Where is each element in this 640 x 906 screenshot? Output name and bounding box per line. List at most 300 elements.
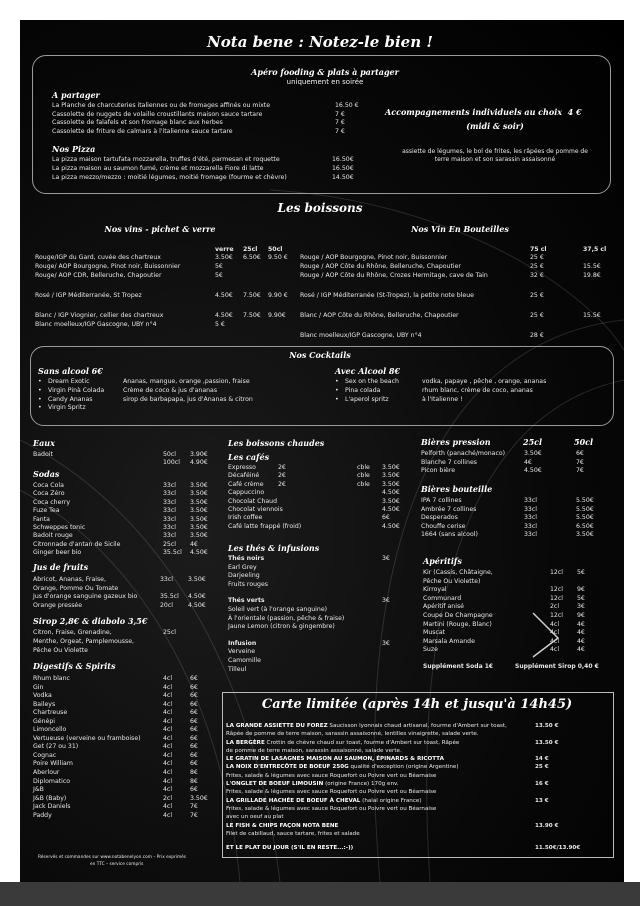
cafe-item-name: Café crème	[228, 480, 264, 488]
digestif-item-name: J&B (Baby)	[33, 794, 67, 802]
carte-item-desc: Crottin de chèvre chaud sur toast, fourme d'Ambert sur toast, Râpée	[264, 739, 460, 746]
carte-item-price: 13 €	[535, 797, 549, 804]
partager-heading: A partager	[52, 90, 100, 100]
soda-item-value: 3.50€	[190, 532, 208, 540]
apero-heading: Apéro fooding & plats à partager	[251, 67, 399, 77]
biere-pression-item-value: 4.50€	[524, 467, 542, 475]
aperitif-item-value: 4cl	[550, 620, 560, 628]
digestif-item-value: 4cl	[163, 751, 173, 759]
bottle-wine-value: 25 €	[530, 312, 544, 319]
digestif-item-value: 6€	[190, 786, 198, 794]
biere-bouteille-item-name: Ambrée 7 collines	[421, 505, 477, 513]
cafe-item-name: Café latte frappé (froid)	[228, 522, 302, 530]
carte-item-desc-line: Râpée de pomme de terre maison, sarassin assaisonné, lentilles vinaigrette, salade verte.	[226, 731, 479, 738]
digestif-item-name: Jack Daniels	[33, 803, 71, 811]
aperitif-item-name: Communard	[423, 594, 462, 602]
aperitif-item-value: 4€	[577, 629, 585, 637]
soda-item-value: 4€	[190, 540, 198, 548]
digestif-item-name: Limoncello	[33, 726, 67, 734]
bottle-wine-value: 19.8€	[583, 272, 601, 279]
sirop-item-name: Pêche Ou Violette	[33, 646, 88, 654]
digestif-item-value: 4cl	[163, 777, 173, 785]
soda-item-name: Ginger beer bio	[33, 549, 82, 557]
jus-item-value: 20cl	[160, 601, 173, 609]
footer-line-2: en TTC – service compris	[90, 862, 144, 867]
aperitif-item-value: 3€	[577, 603, 585, 611]
cafe-item-value: 4.50€	[382, 522, 400, 530]
carte-item-title: ET LE PLAT DU JOUR (S'IL EN RESTE...:-))	[226, 845, 354, 852]
soda-item-value: 3.50€	[190, 507, 208, 515]
biere-pression-item-value: 7€	[576, 458, 584, 466]
biere-pression-item-name: Picon bière	[421, 467, 456, 475]
avec-alcool-heading: Avec Alcool 8€	[335, 366, 401, 376]
carte-item	[226, 723, 576, 740]
digestif-item-value: 8€	[190, 777, 198, 785]
carte-item-desc-line: Filet de cabillaud, sauce tartare, frites et salade	[226, 830, 360, 837]
glass-wine-name: Blanc moelleux/IGP Gascogne, UBY n°4	[35, 321, 157, 328]
aperitif-item-value: 12cl	[550, 586, 563, 594]
digestif-item-value: 4cl	[163, 692, 173, 700]
digestif-item-value: 4cl	[163, 760, 173, 768]
glass-wine-name: Rouge/IGP du Gard, cuvée des chartreux	[35, 254, 161, 261]
bottle-wine-value: 15.5€	[583, 263, 601, 270]
digestif-item-name: Paddy	[33, 811, 52, 819]
biere-bouteille-item-value: 5.50€	[576, 514, 594, 522]
aperitif-item-value: 4cl	[550, 646, 560, 654]
digestif-item-value: 3.50€	[190, 794, 208, 802]
glass-wine-name: Rosé / IGP Méditerranée, St Tropez	[35, 292, 142, 299]
cocktail-avec-name: • Sex on the beach	[345, 378, 399, 385]
soda-item-value: 33cl	[163, 507, 176, 515]
jus-item-name: Jus d'orange sanguine gazeux bio	[33, 593, 138, 601]
carte-item-price: 13.50 €	[535, 739, 559, 746]
bottle-wine-value: 25 €	[530, 292, 544, 299]
the-item-name: Infusion	[228, 639, 257, 647]
digestif-item-value: 4cl	[163, 734, 173, 742]
footer-line-1: Réservés et commandes sur www.notabenelyon.com – Prix exprimés	[38, 855, 187, 860]
aperitif-item-name: Kir (Cassis, Châtaigne,	[423, 569, 493, 576]
soda-item-value: 3.50€	[190, 490, 208, 498]
glass-wine-value: 5€	[215, 272, 223, 279]
biere-pression-item-value: 7€	[576, 467, 584, 475]
cafe-item-value: 2€	[278, 464, 286, 471]
carte-item-desc: (origine France) 170g env.	[323, 781, 399, 788]
carte-item-title: LE FISH & CHIPS FAÇON NOTA BENE	[226, 822, 339, 829]
chaudes-heading: Les boissons chaudes	[228, 438, 325, 448]
supplement-sirop: Supplément Sirop 0,40 €	[515, 663, 599, 670]
cocktail-avec-name: • L'aperol spritz	[345, 396, 389, 403]
digestif-item-name: Aberlour	[33, 769, 60, 777]
eau-item-value: 50cl	[163, 451, 176, 458]
glass-wine-value: 7.50€	[243, 292, 261, 299]
jus-item-value: 4.50€	[188, 593, 206, 601]
accomp-desc-1: assiette de légumes, le bol de frites, les râpées de pomme de	[402, 148, 588, 155]
digestif-item-value: 6€	[190, 700, 198, 708]
the-item-name: Soleil vert (à l'orange sanguine)	[228, 605, 328, 613]
digestif-item-value: 6€	[190, 709, 198, 717]
carte-item-price: 14 €	[535, 756, 549, 763]
supplement-soda: Supplément Soda 1€	[423, 663, 494, 670]
pizza-item-name: La pizza maison au saumon fumé, crème et mozzarella Fiore di latte	[52, 165, 264, 172]
digestif-item-value: 2cl	[163, 794, 173, 802]
soda-item-value: 33cl	[163, 532, 176, 540]
sans-alcool-heading: Sans alcool 6€	[38, 366, 103, 376]
aperitif-item-name: Martini (Rouge, Blanc)	[423, 620, 492, 628]
cafe-item-name: Chocolat Chaud	[228, 497, 278, 505]
cocktail-sans-name: • Candy Ananas	[48, 396, 92, 403]
partager-item-value: 7 €	[335, 127, 345, 135]
bottle-wine-value: 32 €	[530, 272, 544, 279]
aperitif-item-value: 5€	[577, 594, 585, 602]
cafe-item-name: Décaféiné	[228, 472, 260, 480]
glass-wine-value: 9.90€	[268, 312, 286, 319]
soda-item-value: 33cl	[163, 515, 176, 523]
carte-item	[226, 823, 576, 840]
boissons-heading: Les boissons	[277, 201, 363, 215]
biere-bouteille-item-value: 33cl	[524, 514, 537, 522]
carte-item	[226, 798, 576, 823]
digestif-item-value: 4cl	[163, 700, 173, 708]
accomp-heading	[385, 107, 582, 117]
cocktail-sans-name: • Virgin Spritz	[48, 404, 86, 411]
carte-item-desc-line: de pomme de terre maison, sarassin assaisonné, salade verte.	[226, 747, 402, 754]
soda-item-name: Badoit rouge	[33, 532, 73, 540]
glass-wine-name: Rouge/ AOP Bourgogne, Pinot noir, Buissonnier	[35, 263, 181, 270]
digestif-item-name: Baileys	[33, 700, 56, 708]
bottle-header-value: 37,5 cl	[583, 246, 607, 253]
carte-item-line	[226, 764, 576, 772]
aperitif-item-name: Coupe De Champagne	[423, 611, 493, 619]
the-item-name: Thés noirs	[228, 555, 265, 562]
glass-header-value: verre	[215, 246, 234, 253]
glass-wine-value: 9.50 €	[268, 254, 288, 261]
digestif-item-name: Diplomatico	[33, 777, 71, 785]
carte-item-desc-line: avec un oeuf au plat	[226, 814, 284, 821]
biere-bouteille-item-value: 3.50€	[576, 531, 594, 539]
aperitif-item-value: 12cl	[550, 611, 563, 619]
bottle-wine-value: 28 €	[530, 332, 544, 339]
pizza-item-name: La pizza mezzo/mezzo : moitié légumes, moitié fromage (fourme et chèvre)	[52, 174, 287, 181]
carte-item-price: 13.90 €	[535, 822, 559, 829]
sirop-heading: Sirop 2,8€ & diabolo 3,5€	[33, 616, 148, 626]
digestifs-heading: Digestifs & Spirits	[33, 661, 116, 671]
soda-item-value: 33cl	[163, 490, 176, 498]
the-item-name: Tilleul	[228, 665, 247, 673]
soda-item-value: 25cl	[163, 540, 176, 548]
carte-item-price: 25 €	[535, 764, 549, 771]
cafe-item-name: Expresso	[228, 464, 256, 471]
digestif-item-value: 4cl	[163, 769, 173, 777]
eau-item-value: 100cl	[163, 459, 180, 467]
digestif-item-name: Vodka	[33, 692, 52, 700]
cafe-item-value: 3.50€	[382, 464, 400, 471]
biere-bouteille-item-value: 33cl	[524, 531, 537, 539]
jus-item-value: 33cl	[160, 576, 173, 583]
pizza-heading: Nos Pizza	[52, 144, 96, 154]
the-item-value: 3€	[382, 597, 390, 605]
cafe-item-value: 4.50€	[382, 505, 400, 513]
cafe-item-value: 3.50€	[382, 472, 400, 480]
glass-wine-value: 7.50€	[243, 312, 261, 319]
digestif-item-value: 8€	[190, 769, 198, 777]
cafe-item-name: Chocolat viennois	[228, 505, 283, 513]
soda-item-value: 3.50€	[190, 482, 208, 489]
cocktail-avec-value: à l'Italienne !	[422, 395, 463, 403]
carte-list	[226, 723, 581, 853]
carte-item-desc-line: Frites, salade & légumes avec sauce Roquefort ou Poivre vert ou Béarnaise	[226, 772, 437, 779]
soda-item-value: 3.50€	[190, 498, 208, 506]
biere-bouteille-item-name: IPA 7 collines	[421, 497, 462, 504]
digestif-item-name: Cognac	[33, 751, 57, 759]
biere-pression-item-value: 3.50€	[524, 450, 542, 457]
soda-item-value: 33cl	[163, 498, 176, 506]
bieres-pression-heading: Bières pression	[421, 437, 491, 447]
cocktail-sans-value: Ananas, mangue, orange ,passion, fraise	[123, 378, 250, 385]
soda-item-name: Schweppes tonic	[33, 523, 86, 531]
digestif-item-value: 4cl	[163, 709, 173, 717]
aperitif-item-value: 4€	[577, 646, 585, 654]
carte-item-line	[226, 798, 576, 806]
digestif-item-name: Génépi	[33, 717, 55, 725]
aperitif-item-value: 4cl	[550, 637, 560, 645]
carte-item-desc: qualité d'exception (origine Argentine)	[348, 764, 459, 771]
digestif-item-value: 4cl	[163, 811, 173, 819]
carte-item	[226, 764, 576, 781]
glass-wine-value: 3.50€	[215, 254, 233, 261]
cocktails-heading: Nos Cocktails	[289, 350, 351, 360]
the-item-name: Verveine	[228, 648, 256, 656]
carte-item-title: LA BERGÈRE	[226, 739, 265, 746]
carte-item	[226, 740, 576, 757]
accomp-price: 4 €	[567, 107, 582, 117]
the-item-name: Fruits rouges	[228, 580, 268, 588]
the-item-name: Darjeeling	[228, 572, 260, 580]
biere-bouteille-item-value: 33cl	[524, 522, 537, 530]
jus-item-value: 4.50€	[188, 601, 206, 609]
bottle-header-value: 75 cl	[530, 246, 547, 253]
bottle-wine-name: Rouge / AOP Côte du Rhône, Belleruche, Chapoutier	[300, 263, 461, 270]
carte-item	[226, 781, 576, 798]
sirop-item-name: Menthe, Orgeat, Pamplemousse,	[33, 637, 135, 645]
glass-header-value: 50cl	[268, 246, 283, 253]
bottle-wine-name: Rouge / AOP Bourgogne, Pinot noir, Buissonnier	[300, 254, 448, 261]
eau-item-value: 4.90€	[190, 459, 208, 467]
digestif-item-value: 4cl	[163, 743, 173, 751]
partager-item-value: 16.50 €	[335, 102, 359, 109]
accomp-sub: (midi & soir)	[466, 121, 524, 131]
cafe-item-value: cble	[357, 480, 370, 488]
digestif-item-value: 7€	[190, 803, 198, 811]
carte-item-line	[226, 823, 576, 831]
digestif-item-name: Get (27 ou 31)	[33, 743, 79, 751]
aperitif-item-value: 9€	[577, 611, 585, 619]
cocktail-sans-name: • Dream Exotic	[48, 378, 89, 385]
partager-item-value: 7 €	[335, 110, 345, 118]
partager-item-value: 7 €	[335, 119, 345, 127]
aperitif-item-value: 12cl	[550, 569, 563, 576]
pizza-item-value: 16.50€	[332, 156, 354, 163]
aperitif-item-value: 4€	[577, 637, 585, 645]
biere-pression-item-name: Blanche 7 collines	[421, 458, 477, 466]
bottle-wine-value: 25 €	[530, 263, 544, 270]
glass-wine-value: 4.50€	[215, 292, 233, 299]
carte-item-desc-line: Frites, salade & légumes avec sauce Roquefort ou Poivre vert ou Béarnaise	[226, 805, 437, 812]
glass-wine-value: 5 €	[215, 321, 225, 328]
cocktail-avec-name: • Pina colada	[345, 387, 380, 394]
carte-item-price: 11.50€/13.90€	[535, 845, 581, 852]
pizza-item-value: 14.50€	[332, 174, 354, 181]
carte-item	[226, 845, 581, 853]
glass-wine-name: Rouge/ AOP CDR, Belleruche, Chapoutier	[35, 272, 162, 279]
jus-item-name: Orange, Pomme Ou Tomate	[33, 584, 119, 592]
glass-wine-name: Blanc / IGP Viognier, cellier des chartreux	[35, 312, 164, 319]
cafe-item-value: 2€	[278, 472, 286, 480]
carte-item-title: LE GRATIN DE LASAGNES MAISON AU SAUMON, ÉPINARDS & RICOTTA	[226, 756, 444, 763]
digestif-item-name: Vertueuse (verveine ou framboise)	[33, 734, 141, 742]
cafe-item-name: Irish coffee	[228, 514, 263, 522]
aperitif-item-value: 5€	[577, 569, 585, 576]
cafe-item-value: 3.50€	[382, 480, 400, 488]
cocktail-avec-value: vodka, papaye , pêche , orange, ananas	[422, 378, 547, 385]
cafe-item-name: Cappuccino	[228, 489, 265, 497]
sirop-item-name: Citron, Fraise, Grenadine,	[33, 629, 112, 636]
cafe-item-value: cble	[357, 464, 370, 471]
biere-bouteille-item-value: 6.50€	[576, 522, 594, 530]
digestif-item-value: 4cl	[163, 683, 173, 691]
cafe-item-value: 4.50€	[382, 489, 400, 497]
biere-pression-item-value: 6€	[576, 450, 584, 457]
eaux-heading: Eaux	[33, 438, 55, 448]
carte-item-price: 13.50 €	[535, 723, 559, 729]
digestif-item-value: 6€	[190, 726, 198, 734]
aperitif-item-value: 9€	[577, 586, 585, 594]
bieres-bouteille-heading: Bières bouteille	[421, 484, 493, 494]
carte-item-title: L'ONGLET DE BOEUF LIMOUSIN	[226, 781, 324, 788]
digestif-item-name: J&B	[33, 786, 44, 794]
pizza-item-value: 16.50€	[332, 165, 354, 172]
carte-item-price: 16 €	[535, 781, 549, 788]
digestif-item-name: Gin	[33, 683, 44, 691]
cafe-item-value: 6€	[382, 514, 390, 522]
carte-item-title: LA GRILLADE HACHÉE DE BOEUF À CHEVAL	[226, 797, 361, 804]
biere-bouteille-item-name: Chouffe cerise	[421, 522, 466, 530]
soda-item-name: Fanta	[33, 515, 50, 523]
bottle-wine-value: 15.5€	[583, 312, 601, 319]
carte-item-desc: (halal origine France)	[360, 797, 422, 804]
aperitif-item-value: 4€	[577, 620, 585, 628]
cocktail-sans-value: Crème de coco & jus d'ananas	[123, 386, 218, 394]
soda-item-name: Fuze Tea	[33, 507, 60, 515]
bottle-heading: Nos Vin En Bouteilles	[411, 224, 509, 234]
the-item-name: Jaune Lemon (citron & gingembre)	[228, 623, 335, 631]
aperitif-item-name: Muscat	[423, 629, 446, 637]
glass-heading: Nos vins - pichet & verre	[104, 224, 216, 234]
soda-item-name: Coca Cola	[33, 482, 64, 489]
arrow-decoration	[530, 610, 570, 660]
soda-item-name: Citronnade d'antan de Sicile	[33, 540, 121, 548]
jus-item-name: Orange pressée	[33, 601, 83, 609]
jus-item-value: 35.5cl	[160, 593, 179, 601]
glass-wine-value: 9.90 €	[268, 292, 288, 299]
cocktail-avec-value: rhum blanc, crème de coco, ananas	[422, 386, 533, 394]
aperitifs-heading: Apéritifs	[423, 556, 462, 566]
partager-item-name: Cassolette de nuggets de volaille croustillants maison sauce tartare	[52, 110, 263, 118]
soda-item-value: 4.50€	[190, 549, 208, 557]
digestif-item-value: 6€	[190, 692, 198, 700]
carte-item-desc: Saucisson lyonnais chaud artisanal, fourme d'Ambert sur toast,	[327, 723, 507, 729]
biere-bouteille-item-name: 1664 (sans alcool)	[421, 531, 478, 539]
biere-bouteille-item-value: 33cl	[524, 497, 537, 504]
digestif-item-value: 6€	[190, 760, 198, 768]
digestif-item-value: 4cl	[163, 675, 173, 682]
aperitif-item-name: Suze	[423, 646, 438, 654]
the-item-name: Thés verts	[228, 597, 265, 605]
bottle-wine-value: 25 €	[530, 254, 544, 261]
thes-heading: Les thés & infusions	[228, 543, 320, 553]
page-title: Nota bene : Notez-le bien !	[207, 33, 433, 51]
aperitif-item-name: Marsala Amande	[423, 637, 475, 645]
the-item-name: À l'orientale (passion, pêche & fraise)	[228, 614, 345, 622]
carte-item-title: LA GRANDE ASSIETTE DU FOREZ	[226, 723, 328, 729]
soda-item-value: 33cl	[163, 482, 176, 489]
digestif-item-value: 4cl	[163, 726, 173, 734]
digestif-item-value: 6€	[190, 717, 198, 725]
digestif-item-value: 6€	[190, 683, 198, 691]
aperitif-item-value: 2cl	[550, 603, 560, 611]
jus-item-name: Abricot, Ananas, Fraise,	[33, 576, 106, 583]
aperitif-item-name: Pêche Ou Violette)	[423, 577, 481, 585]
digestif-item-value: 6€	[190, 751, 198, 759]
col-50cl: 50cl	[574, 437, 594, 447]
cafe-item-value: 2€	[278, 480, 286, 488]
soda-item-value: 3.50€	[190, 523, 208, 531]
carte-item-desc-line: Frites, salade & légumes avec sauce Roquefort ou Poivre vert ou Béarnaise	[226, 789, 437, 796]
biere-bouteille-item-name: Desperados	[421, 514, 458, 522]
glass-wine-value: 6.50€	[243, 254, 261, 261]
aperitif-item-name: Kirroyal	[423, 586, 447, 594]
bottle-wine-name: Blanc moelleux/IGP Gascogne, UBY n°4	[300, 332, 422, 339]
cocktail-sans-name: • Virgin Pinà Colada	[48, 387, 104, 394]
the-item-name: Camomille	[228, 656, 261, 664]
aperitif-item-value: 4cl	[550, 629, 560, 637]
soda-item-name: Coca Zéro	[33, 490, 65, 498]
digestif-item-name: Rhum blanc	[33, 675, 70, 682]
digestif-item-value: 4cl	[163, 803, 173, 811]
soda-item-value: 35.5cl	[163, 549, 182, 557]
digestif-item-value: 4cl	[163, 786, 173, 794]
biere-bouteille-item-value: 5.50€	[576, 497, 594, 504]
accomp-desc-2: terre maison et son sarassin assaisonné	[434, 156, 556, 163]
the-item-value: 3€	[382, 555, 390, 562]
cafe-item-value: cble	[357, 472, 370, 480]
bottle-wine-name: Rouge / AOP Côte du Rhône, Crozes Hermitage, cave de Tain	[300, 272, 488, 279]
apero-subheading: uniquement en soirée	[286, 78, 364, 86]
bottom-strip	[0, 882, 640, 906]
eau-item-name: Badoit	[33, 451, 53, 458]
bottle-wine-name: Blanc / AOP Côte du Rhône, Belleruche, Chapoutier	[300, 312, 459, 319]
glass-wine-value: 4.50€	[215, 312, 233, 319]
aperitif-item-name: Apéritif anisé	[423, 603, 464, 611]
col-25cl: 25cl	[523, 437, 543, 447]
aperitif-item-value: 12cl	[550, 594, 563, 602]
the-item-value: 3€	[382, 639, 390, 647]
biere-pression-item-name: Pelforth (panaché/monaco)	[421, 450, 506, 457]
partager-item-name: La Planche de charcuteries italiennes ou de fromages affinés ou mixte	[52, 102, 271, 109]
carte-item-title: LA NOIX D'ENTRECÔTE DE BOEUF 250G	[226, 764, 349, 771]
carte-item-line	[226, 845, 581, 853]
cafes-heading: Les cafés	[228, 452, 270, 462]
cocktail-sans-value: sirop de barbapapa, jus d'Ananas & citron	[123, 395, 253, 403]
